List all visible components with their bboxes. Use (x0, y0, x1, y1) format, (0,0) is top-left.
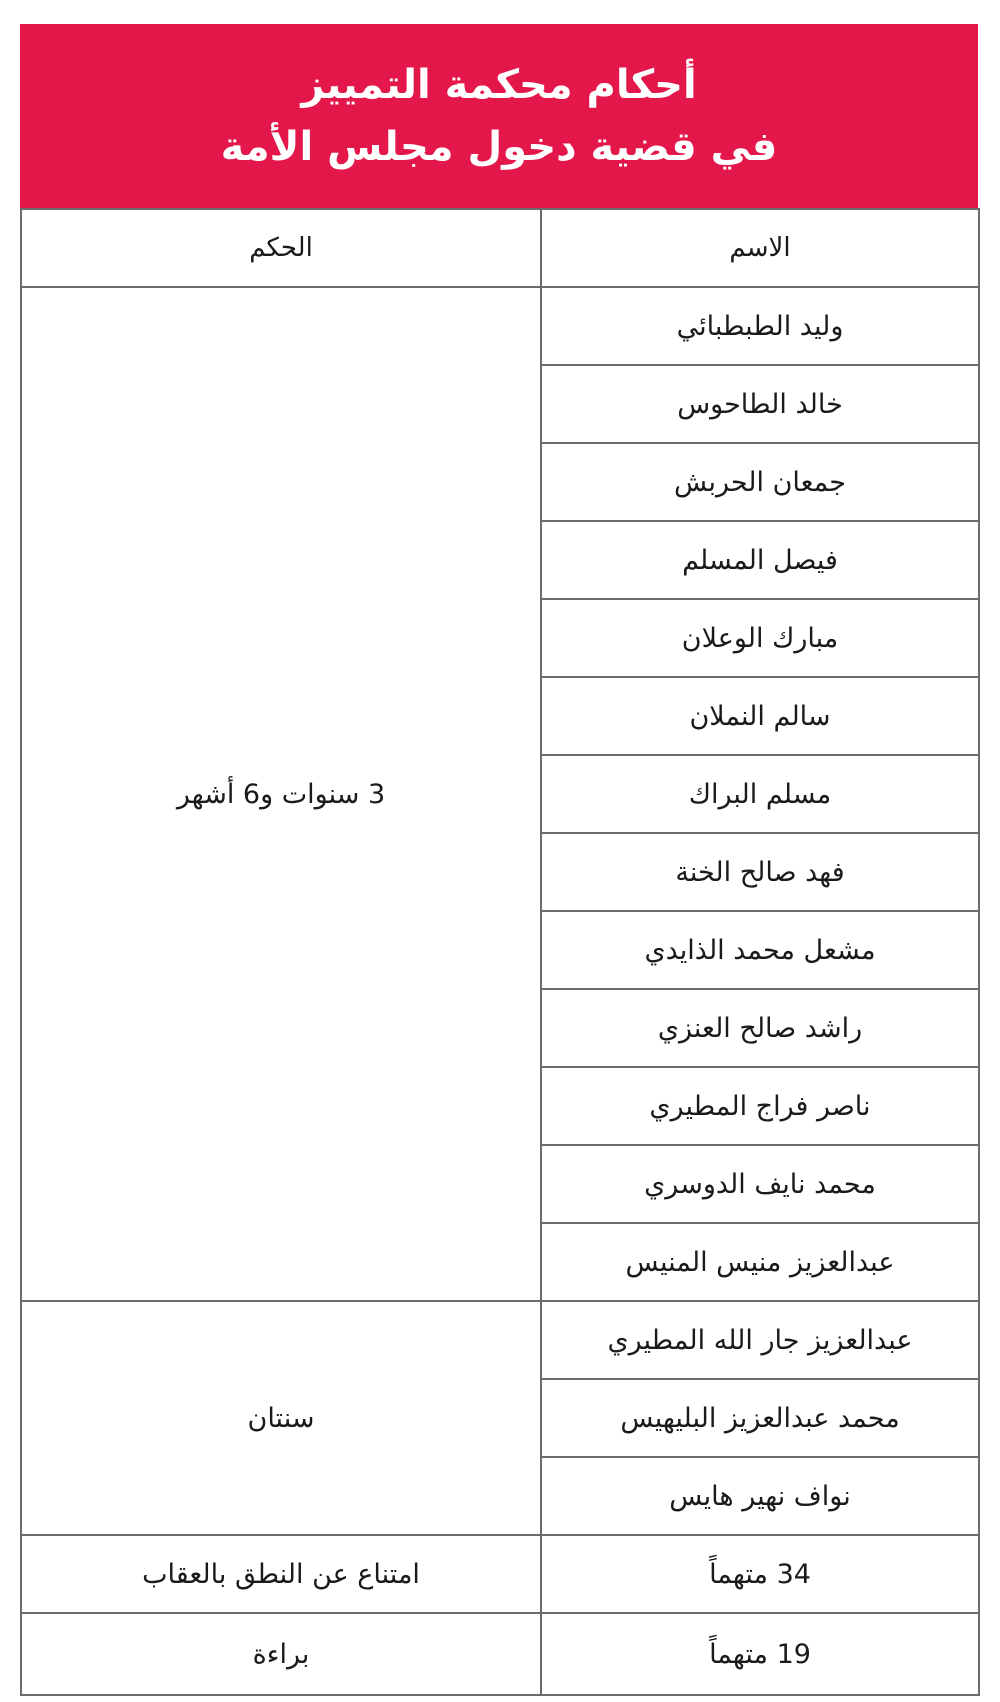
table-row (21, 1535, 979, 1613)
table-row (21, 287, 979, 365)
verdict-cell: سنتان (21, 1301, 541, 1535)
verdict-cell: 3 سنوات و6 أشهر (21, 287, 541, 1301)
defendant-name-cell: خالد الطاحوس (541, 365, 979, 443)
defendant-name-cell: فهد صالح الخنة (541, 833, 979, 911)
column-header-verdict: الحكم (21, 209, 541, 287)
table-row (21, 1613, 979, 1695)
defendant-name-cell: مسلم البراك (541, 755, 979, 833)
defendant-name-cell: ناصر فراج المطيري (541, 1067, 979, 1145)
defendant-name-cell: مبارك الوعلان (541, 599, 979, 677)
verdict-cell: امتناع عن النطق بالعقاب (21, 1535, 541, 1613)
defendant-count-cell: 34 متهماً (541, 1535, 979, 1613)
defendant-name-cell: محمد نايف الدوسري (541, 1145, 979, 1223)
defendant-name-cell: سالم النملان (541, 677, 979, 755)
verdicts-table (20, 208, 980, 1696)
header-title-line-1: أحكام محكمة التمييز (301, 62, 697, 108)
verdicts-infographic (20, 24, 978, 1684)
header-title-line-2: في قضية دخول مجلس الأمة (220, 124, 778, 170)
defendant-count-cell: 19 متهماً (541, 1613, 979, 1695)
header-banner (20, 24, 978, 208)
defendant-name-cell: عبدالعزيز جار الله المطيري (541, 1301, 979, 1379)
defendant-name-cell: عبدالعزيز منيس المنيس (541, 1223, 979, 1301)
table-body (21, 287, 979, 1695)
defendant-name-cell: نواف نهير هايس (541, 1457, 979, 1535)
defendant-name-cell: فيصل المسلم (541, 521, 979, 599)
defendant-name-cell: وليد الطبطبائي (541, 287, 979, 365)
defendant-name-cell: جمعان الحربش (541, 443, 979, 521)
defendant-name-cell: راشد صالح العنزي (541, 989, 979, 1067)
defendant-name-cell: مشعل محمد الذايدي (541, 911, 979, 989)
table-header-row (21, 209, 979, 287)
verdict-cell: براءة (21, 1613, 541, 1695)
defendant-name-cell: محمد عبدالعزيز البليهيس (541, 1379, 979, 1457)
table-row (21, 1301, 979, 1379)
column-header-name: الاسم (541, 209, 979, 287)
